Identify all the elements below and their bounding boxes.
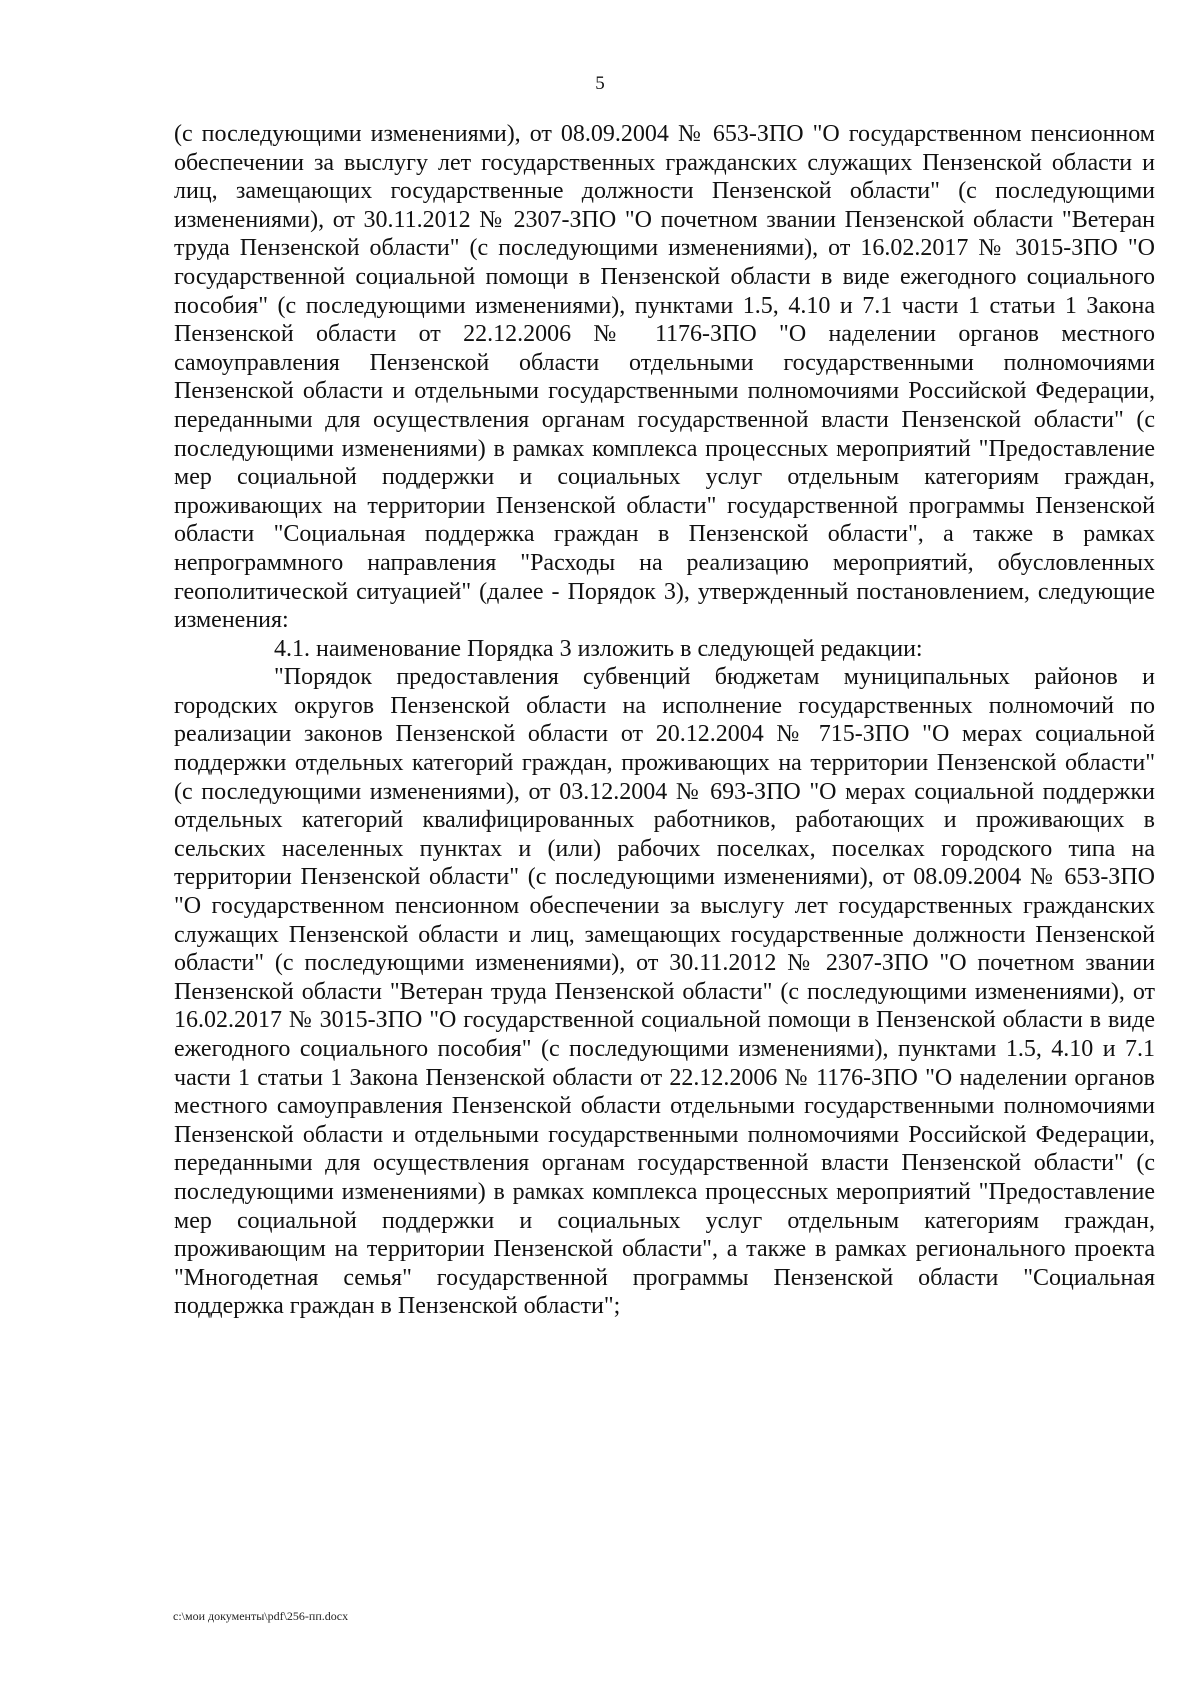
paragraph-continuation: (с последующими изменениями), от 08.09.2004 № 653-ЗПО "О государственном пенсионном обеспечении за выслугу лет государственных гражданских служащих Пензенской области и лиц, замещающих государственные должности Пензенской области" (с последующими изменениями), от 30.11.2012 № 2307-ЗПО "О почетном звании Пензенской области "Ветеран труда Пензенской области" (с последующими изменениями), от 16.02.2017 № 3015-ЗПО "О государственной социальной помощи в Пензенской области в виде ежегодного социального пособия" (с последующими изменениями), пунктами 1.5, 4.10 и 7.1 части 1 статьи 1 Закона Пензенской области от 22.12.2006 № 1176-ЗПО "О наделении органов местного самоуправления Пензенской области отдельными государственными полномочиями Пензенской области и отдельными государственными полномочиями Российской Федерации, переданными для осуществления органам государственной власти Пензенской области" (с последующими изменениями) в рамках комплекса процессных мероприятий "Предоставление мер социальной поддержки и социальных услуг отдельным категориям граждан, проживающих на территории Пензенской области" государственной программы Пензенской области "Социальная поддержка граждан в Пензенской области", а также в рамках непрограммного направления "Расходы на реализацию мероприятий, обусловленных геополитической ситуацией" (далее - Порядок 3), утвержденный постановлением, следующие изменения:	[174, 121, 1155, 634]
footer-file-path: c:\мои документы\pdf\256-пп.docx	[173, 1609, 349, 1623]
page-number: 5	[595, 73, 605, 94]
paragraph-item-4-1: 4.1. наименование Порядка 3 изложить в следующей редакции:	[274, 635, 923, 662]
paragraph-new-title: "Порядок предоставления субвенций бюджетам муниципальных районов и городских округов Пензенской области на исполнение государственных полномочий по реализации законов Пензенской области от 20.12.2004 № 715-ЗПО "О мерах социальной поддержки отдельных категорий граждан, проживающих на территории Пензенской области" (с последующими изменениями), от 03.12.2004 № 693-ЗПО "О мерах социальной поддержки отдельных категорий квалифицированных работников, работающих и проживающих в сельских населенных пунктах и (или) рабочих поселках, поселках городского типа на территории Пензенской области" (с последующими изменениями), от 08.09.2004 № 653-ЗПО "О государственном пенсионном обеспечении за выслугу лет государственных гражданских служащих Пензенской области и лиц, замещающих государственные должности Пензенской области" (с последующими изменениями), от 30.11.2012 № 2307-ЗПО "О почетном звании Пензенской области "Ветеран труда Пензенской области" (с последующими изменениями), от 16.02.2017 № 3015-ЗПО "О государственной социальной помощи в Пензенской области в виде ежегодного социального пособия" (с последующими изменениями), пунктами 1.5, 4.10 и 7.1 части 1 статьи 1 Закона Пензенской области от 22.12.2006 № 1176-ЗПО "О наделении органов местного самоуправления Пензенской области отдельными государственными полномочиями Пензенской области и отдельными государственными полномочиями Российской Федерации, переданными для осуществления органам государственной власти Пензенской области" (с последующими изменениями) в рамках комплекса процессных мероприятий "Предоставление мер социальной поддержки и социальных услуг отдельным категориям граждан, проживающим на территории Пензенской области", а также в рамках регионального проекта "Многодетная семья" государственной программы Пензенской области "Социальная поддержка граждан в Пензенской области";	[174, 664, 1155, 1320]
document-body	[174, 120, 1155, 1321]
